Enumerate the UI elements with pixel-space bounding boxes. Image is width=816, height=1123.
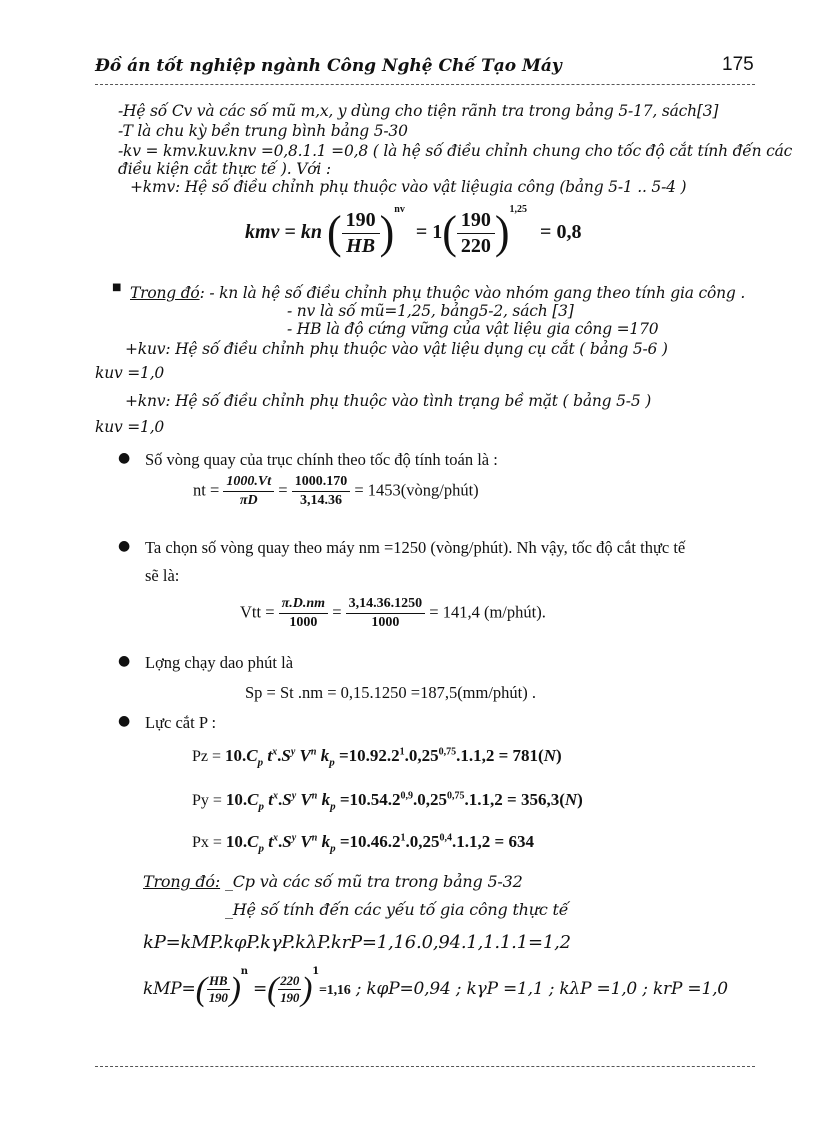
knv-line-2: kuv =1,0 (95, 418, 165, 436)
bullet-3-text: Lợng chạy dao phút là (145, 653, 294, 672)
kmp-fraction-2: $\frac{220}{190}$ (280, 973, 300, 1005)
speed-fraction-1: $\frac{1000.Vt}{\pi D}$ (223, 474, 274, 509)
trong-do-2-label: Trong đó: (143, 872, 221, 891)
kmv-lhs: kmv = kn (245, 221, 322, 243)
pz-formula: $Pz = 10.C_p$ $t^x.S^y$ $V^n$ $k_p =10.92.2^1.0,25^{0,75}.1.1,2 = 781(N)$ (192, 746, 562, 769)
bullet-dot-4: ● (118, 713, 131, 729)
speed-formula: nt = $\frac{1000.Vt}{\pi D}$ = $\frac{1000.170}{3,14.36}$ = 1453(vòng/phút) (193, 474, 479, 508)
trong-do-2-line-2: _Hệ số tính đến các yếu tố gia công thực tế (225, 900, 569, 919)
trong-do-label: Trong đó (130, 284, 200, 302)
bullet-dot-2: ● (118, 538, 131, 554)
left-paren-2: ( (442, 207, 457, 259)
kmv-mid: = 1 (415, 221, 443, 243)
trong-do-2-line-1: Trong đó: _Cp và các số mũ tra trong bảng 5-32 (143, 872, 523, 891)
velocity-formula: Vtt = $\frac{\pi.D.nm}{1000}$ = $\frac{3,14.36.1250}{1000}$ = 141,4 (m/phút). (240, 596, 546, 630)
kmv-formula (245, 204, 581, 258)
footer-divider (95, 1066, 755, 1067)
knv-line-1: +knv: Hệ số điều chỉnh phụ thuộc vào tình trạng bề mặt ( bảng 5-5 ) (125, 392, 652, 410)
kmv-fraction-2: $\frac{190}{220}$ (457, 209, 495, 258)
bullet-dot-3: ● (118, 653, 131, 669)
kuv-line-1: +kuv: Hệ số điều chỉnh phụ thuộc vào vật liệu dụng cụ cắt ( bảng 5-6 ) (125, 340, 668, 358)
kuv-line-2: kuv =1,0 (95, 364, 165, 382)
speed-fraction-2: $\frac{1000.170}{3,14.36}$ (292, 474, 351, 509)
kmv-exp-1: nv (394, 204, 405, 215)
bullet-4-text: Lực cắt P : (145, 713, 217, 732)
px-formula: $Px = 10.C_p$ $t^x.S^y$ $V^n$ $k_p =10.46.2^1.0,25^{0,4}.1.1,2 = 634$ (192, 832, 534, 855)
velocity-fraction-2: $\frac{3,14.36.1250}{1000}$ (346, 596, 426, 631)
feed-formula: Sp = St .nm = 0,15.1250 =187,5(mm/phút) . (245, 683, 537, 702)
bullet-2-line-2: sẽ là: (145, 566, 180, 585)
kmv-exp-2: 1,25 (509, 204, 528, 215)
kp-formula: kP=kMP.kφP.kγP.kλP.krP=1,16.0,94.1,1.1.1=1,2 (143, 932, 571, 953)
trong-do-1-line-2: - nv là số mũ=1,25, bảng5-2, sách [3] (287, 302, 574, 320)
right-paren-2: ) (494, 207, 510, 259)
kmp-formula: kMP=( $\frac{HB}{190}$ )$^n$ =( $\frac{220}{190}$ )$^1$=1,16 ; kφP=0,94 ; kγP =1,1 ; kλP =1,0 ; krP =1,0 (143, 966, 728, 1008)
bullet-2-line-1: Ta chọn số vòng quay theo máy nm =1250 (vòng/phút). Nh vậy, tốc độ cắt thực tế (145, 538, 686, 557)
text-line-kv-cont: điều kiện cắt thực tế ). Với : (118, 160, 331, 178)
document-header-title: Đồ án tốt nghiệp ngành Công Nghệ Chế Tạo Máy (95, 56, 562, 76)
right-paren-1: ) (379, 207, 395, 259)
text-line-kv: -kv = kmv.kuv.knv =0,8.1.1 =0,8 ( là hệ số điều chỉnh chung cho tốc độ cắt tính đến các (118, 142, 793, 160)
text-line-cv: -Hệ số Cv và các số mũ m,x, y dùng cho tiện rãnh tra trong bảng 5-17, sách[3] (118, 102, 719, 120)
text-line-kmv: +kmv: Hệ số điều chỉnh phụ thuộc vào vật liệugia công (bảng 5-1 .. 5-4 ) (130, 178, 687, 196)
header-divider (95, 84, 755, 85)
square-bullet: ■ (112, 282, 122, 293)
bullet-1-text: Số vòng quay của trục chính theo tốc độ tính toán là : (145, 450, 498, 469)
kmv-fraction-1: $\frac{190}{HB}$ (342, 209, 380, 258)
kmv-result: = 0,8 (540, 221, 582, 243)
kmp-fraction-1: $\frac{HB}{190}$ (208, 973, 228, 1005)
page-number: 175 (722, 54, 754, 75)
kmp-rest: ; kφP=0,94 ; kγP =1,1 ; kλP =1,0 ; krP =1,0 (350, 979, 728, 999)
py-formula: $Py = 10.C_p$ $t^x.S^y$ $V^n$ $k_p =10.54.2^{0,9}.0,25^{0,75}.1.1,2 = 356,3(N)$ (192, 790, 583, 813)
left-paren-1: ( (326, 207, 342, 259)
bullet-dot-1: ● (118, 450, 131, 466)
trong-do-1-line-1: Trong đó: - kn là hệ số điều chỉnh phụ thuộc vào nhóm gang theo tính gia công . (130, 284, 746, 302)
text-line-t: -T là chu kỳ bền trung bình bảng 5-30 (118, 122, 408, 140)
velocity-fraction-1: $\frac{\pi.D.nm}{1000}$ (279, 596, 328, 631)
trong-do-1-line-3: - HB là độ cứng vững của vật liệu gia công =170 (287, 320, 659, 338)
